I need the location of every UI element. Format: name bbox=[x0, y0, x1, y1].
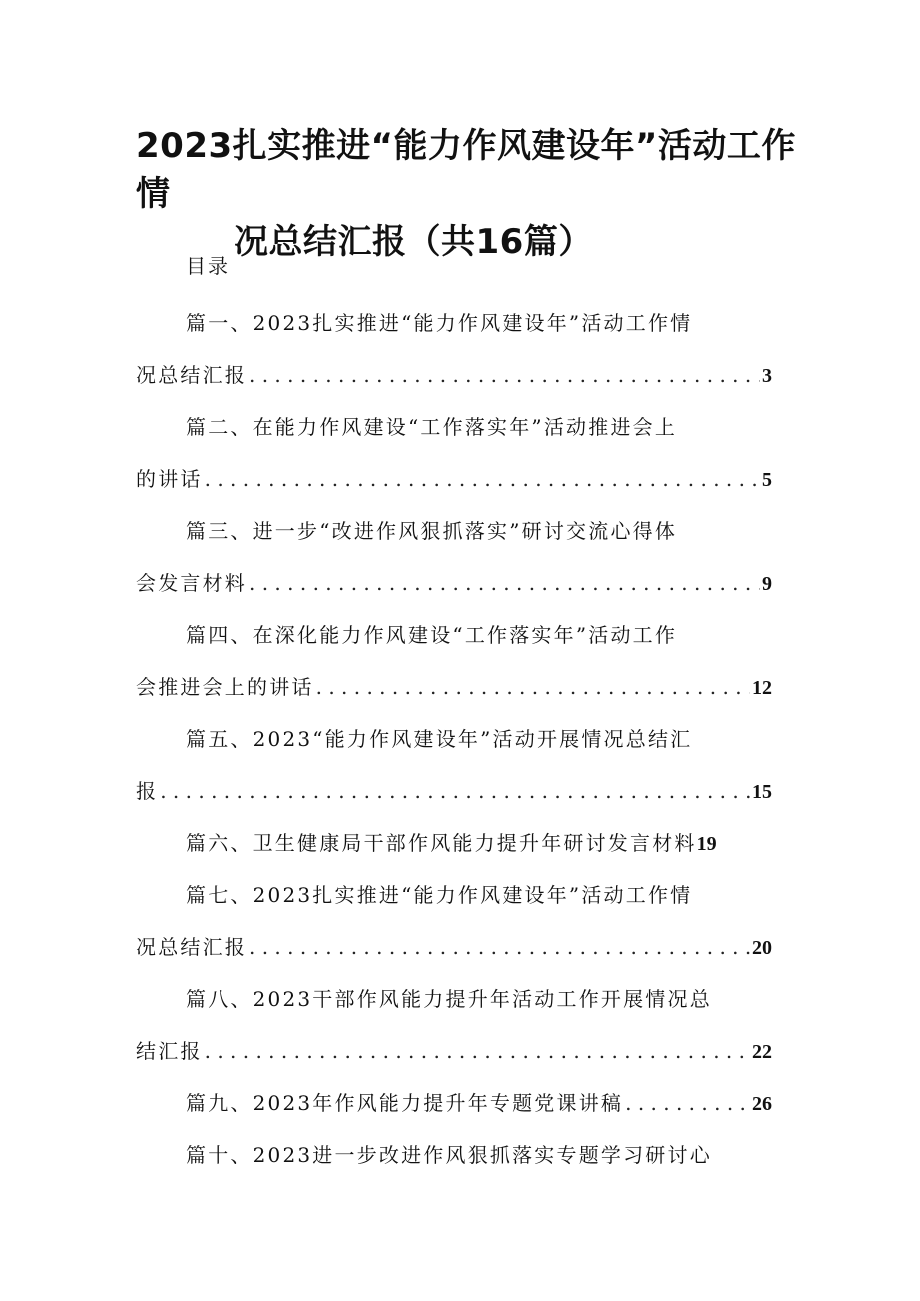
toc-entry-title-cont: 结汇报 bbox=[136, 1039, 203, 1063]
table-of-contents bbox=[136, 297, 776, 1181]
toc-entry-2[interactable] bbox=[136, 401, 776, 505]
leader-dots bbox=[249, 557, 760, 609]
toc-entry-4[interactable] bbox=[136, 609, 776, 713]
toc-entry-5[interactable] bbox=[136, 713, 776, 817]
toc-entry-8[interactable] bbox=[136, 973, 776, 1077]
toc-entry-title: 篇五、2023“能力作风建设年”活动开展情况总结汇 bbox=[186, 727, 693, 751]
leader-dots bbox=[249, 349, 760, 401]
toc-entry-10[interactable] bbox=[136, 1129, 776, 1181]
toc-page-number: 12 bbox=[752, 677, 772, 699]
toc-entry-title: 篇六、卫生健康局干部作风能力提升年研讨发言材料 bbox=[186, 831, 697, 855]
toc-entry-title: 篇三、进一步“改进作风狠抓落实”研讨交流心得体 bbox=[186, 519, 678, 543]
toc-entry-3[interactable] bbox=[136, 505, 776, 609]
leader-dots bbox=[316, 661, 750, 713]
document-title bbox=[120, 122, 800, 266]
leader-dots bbox=[160, 765, 750, 817]
toc-entry-title-cont: 况总结汇报 bbox=[136, 935, 247, 959]
toc-page-number: 3 bbox=[762, 365, 772, 387]
toc-entry-title-cont: 会发言材料 bbox=[136, 571, 247, 595]
toc-entry-title: 篇九、2023年作风能力提升年专题党课讲稿 bbox=[186, 1091, 624, 1115]
toc-page-number: 9 bbox=[762, 573, 772, 595]
title-line-1: 2023扎实推进“能力作风建设年”活动工作情 bbox=[136, 126, 796, 214]
toc-entry-title: 篇二、在能力作风建设“工作落实年”活动推进会上 bbox=[186, 415, 678, 439]
toc-page-number: 26 bbox=[752, 1093, 772, 1115]
toc-entry-title-cont: 的讲话 bbox=[136, 467, 203, 491]
toc-page-number: 15 bbox=[752, 781, 772, 803]
leader-dots bbox=[249, 921, 750, 973]
toc-page-number: 20 bbox=[752, 937, 772, 959]
toc-page-number: 22 bbox=[752, 1041, 772, 1063]
toc-entry-title: 篇十、2023进一步改进作风狠抓落实专题学习研讨心 bbox=[186, 1143, 712, 1167]
toc-entry-title: 篇七、2023扎实推进“能力作风建设年”活动工作情 bbox=[186, 883, 693, 907]
toc-entry-title: 篇八、2023干部作风能力提升年活动工作开展情况总 bbox=[186, 987, 712, 1011]
toc-entry-title-cont: 报 bbox=[136, 779, 159, 803]
toc-entry-9[interactable] bbox=[136, 1077, 776, 1129]
toc-page-number: 5 bbox=[762, 469, 772, 491]
toc-entry-title: 篇一、2023扎实推进“能力作风建设年”活动工作情 bbox=[186, 311, 693, 335]
toc-heading: 目录 bbox=[186, 254, 230, 278]
toc-entry-title: 篇四、在深化能力作风建设“工作落实年”活动工作 bbox=[186, 623, 678, 647]
leader-dots bbox=[625, 1077, 750, 1129]
toc-entry-6[interactable] bbox=[136, 817, 776, 869]
toc-entry-1[interactable] bbox=[136, 297, 776, 401]
leader-dots bbox=[205, 1025, 750, 1077]
leader-dots bbox=[205, 453, 760, 505]
toc-entry-title-cont: 况总结汇报 bbox=[136, 363, 247, 387]
toc-entry-7[interactable] bbox=[136, 869, 776, 973]
toc-page-number: 19 bbox=[696, 833, 717, 855]
toc-entry-title-cont: 会推进会上的讲话 bbox=[136, 675, 314, 699]
title-line-2: 况总结汇报（共16篇） bbox=[234, 222, 593, 262]
